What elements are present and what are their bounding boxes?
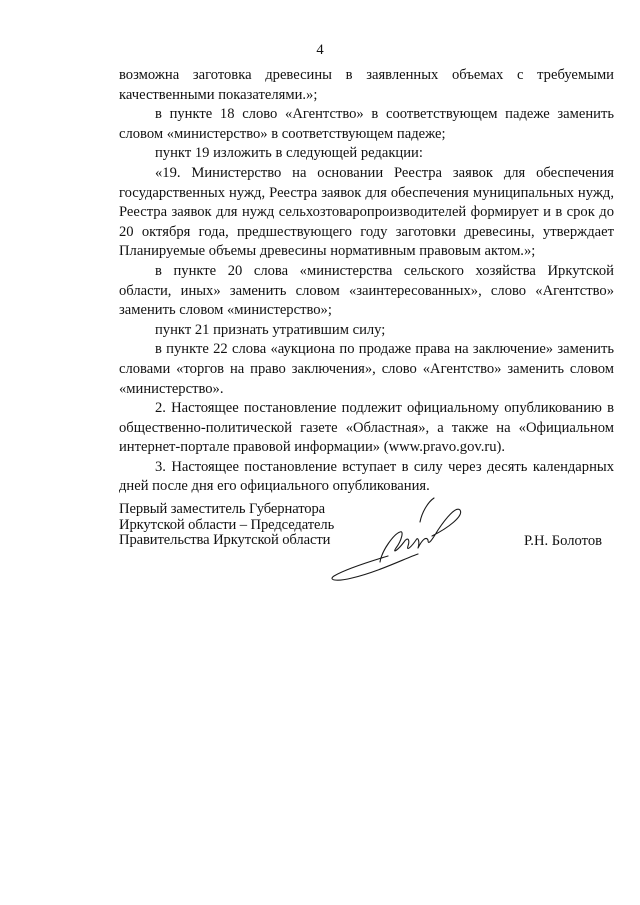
signer-name: Р.Н. Болотов bbox=[524, 533, 603, 549]
signer-position-line: Первый заместитель Губернатора bbox=[119, 501, 326, 517]
paragraph: «19. Министерство на основании Реестра заявок для обеспечения государственных нужд, Реестра заявок для обеспечения муниципальных нужд, Реестра заявок для нужд сельхозтоваропроизводителей формирует и в срок до 20 октября года, предшествующего году заготовки древесины, утверждает Планируемые объемы древесины нормативным правовым актом.»; bbox=[119, 164, 614, 260]
paragraph: пункт 21 признать утратившим силу; bbox=[155, 321, 386, 338]
paragraph: пункт 19 изложить в следующей редакции: bbox=[155, 145, 423, 162]
paragraph: 2. Настоящее постановление подлежит официальному опубликованию в общественно-политической газете «Областная», а также на «Официальном интернет-портале правовой информации» (www.pravo.gov.ru). bbox=[119, 400, 614, 456]
handwritten-signature bbox=[322, 492, 472, 584]
page-number: 4 bbox=[316, 42, 324, 58]
paragraph: в пункте 20 слова «министерства сельского хозяйства Иркутской области, иных» заменить словом «заинтересованных», слово «Агентство» заменить словом «министерство»; bbox=[119, 262, 614, 319]
document-body bbox=[119, 66, 614, 497]
paragraph: возможна заготовка древесины в заявленных объемах с требуемыми качественными показателями.»; bbox=[119, 67, 614, 103]
signer-position-line: Правительства Иркутской области bbox=[119, 532, 331, 548]
paragraph: в пункте 18 слово «Агентство» в соответствующем падеже заменить словом «министерство» в соответствующем падеже; bbox=[119, 106, 614, 142]
signer-position-line: Иркутской области – Председатель bbox=[119, 516, 335, 533]
paragraph: в пункте 22 слова «аукциона по продаже права на заключение» заменить словами «торгов на право заключения», слово «Агентство» заменить словом «министерство». bbox=[119, 341, 614, 397]
paragraph: 3. Настоящее постановление вступает в силу через десять календарных дней после дня его официального опубликования. bbox=[119, 458, 614, 495]
